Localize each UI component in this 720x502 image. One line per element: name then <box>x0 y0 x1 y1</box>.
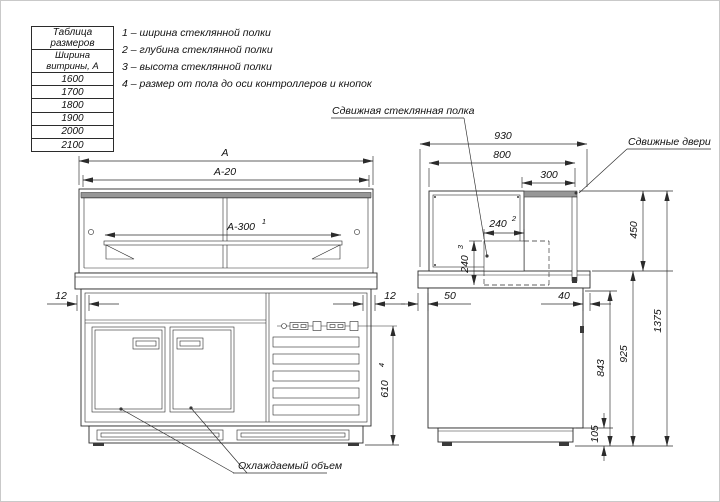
dim-front-width-reduced: А-20 <box>213 166 237 178</box>
label-sliding-shelf: Сдвижная стеклянная полка <box>332 105 475 117</box>
dim-side-gap-left: 12 <box>55 290 67 302</box>
legend-item: 2 – глубина стеклянной полки <box>122 44 273 56</box>
button-icon <box>350 322 358 331</box>
dim-door-width: 300 <box>540 169 558 181</box>
drawing-views <box>1 1 719 501</box>
dim-depth-total: 930 <box>494 130 512 142</box>
button-icon <box>313 322 321 331</box>
dim-controls-axis-height-sup: 4 <box>377 362 386 368</box>
size-table-title: Таблица размеров <box>32 27 114 50</box>
front-foot <box>93 443 104 446</box>
side-sliding-door <box>572 197 577 281</box>
size-table-value: 1600 <box>32 73 114 86</box>
size-table-value: 1800 <box>32 99 114 112</box>
dim-shelf-width: А-300 <box>226 221 256 233</box>
front-left-screw <box>88 229 93 234</box>
side-door-rail <box>524 191 577 197</box>
dim-overhang-back: 40 <box>558 290 570 302</box>
side-counter <box>418 271 590 288</box>
size-table-value: 1700 <box>32 86 114 99</box>
dim-overhang-front: 50 <box>444 290 456 302</box>
dim-display-height: 450 <box>628 221 640 239</box>
dim-shelf-depth-sup: 2 <box>511 214 517 223</box>
side-view <box>331 105 711 461</box>
front-top-rail <box>81 193 371 198</box>
dim-under-counter-height: 925 <box>618 345 630 363</box>
dim-body-height: 843 <box>595 359 607 377</box>
door-handle-left <box>133 338 159 349</box>
legend-item: 4 – размер от пола до оси контроллеров и кнопок <box>122 78 372 90</box>
dim-total-height: 1375 <box>652 309 664 333</box>
side-foot <box>442 442 452 446</box>
legend-item: 3 – высота стеклянной полки <box>122 61 272 73</box>
front-right-screw <box>354 229 359 234</box>
dim-front-width-total: А <box>221 147 229 159</box>
label-cooled-volume: Охлаждаемый объем <box>238 460 343 472</box>
dim-base-height: 105 <box>589 425 601 443</box>
size-table-value: 2000 <box>32 125 114 138</box>
front-counter <box>75 273 377 289</box>
front-view <box>47 147 405 473</box>
size-table-subtitle: Ширина витрины, А <box>32 50 114 73</box>
dim-depth-display: 800 <box>493 149 511 161</box>
side-cabinet <box>428 288 583 428</box>
legend-item: 1 – ширина стеклянной полки <box>122 27 271 39</box>
label-sliding-doors: Сдвижные двери <box>628 136 711 148</box>
door-handle-right <box>177 338 203 349</box>
dim-shelf-height-sup: 3 <box>456 244 465 250</box>
control-knob-icon <box>282 324 287 329</box>
dim-controls-axis-height: 610 <box>379 380 391 398</box>
side-sliding-shelf <box>484 241 524 271</box>
dim-shelf-width-sup: 1 <box>261 217 267 226</box>
dim-shelf-height: 240 <box>459 255 471 273</box>
size-table-value: 1900 <box>32 112 114 125</box>
side-foot <box>559 442 569 446</box>
dim-shelf-depth: 240 <box>489 218 507 230</box>
front-foot <box>348 443 359 446</box>
side-base <box>438 428 573 442</box>
size-table-value: 2100 <box>32 138 114 151</box>
side-hinge <box>580 326 584 333</box>
dim-side-gap-right: 12 <box>384 290 396 302</box>
front-glass-shelf <box>104 241 342 245</box>
